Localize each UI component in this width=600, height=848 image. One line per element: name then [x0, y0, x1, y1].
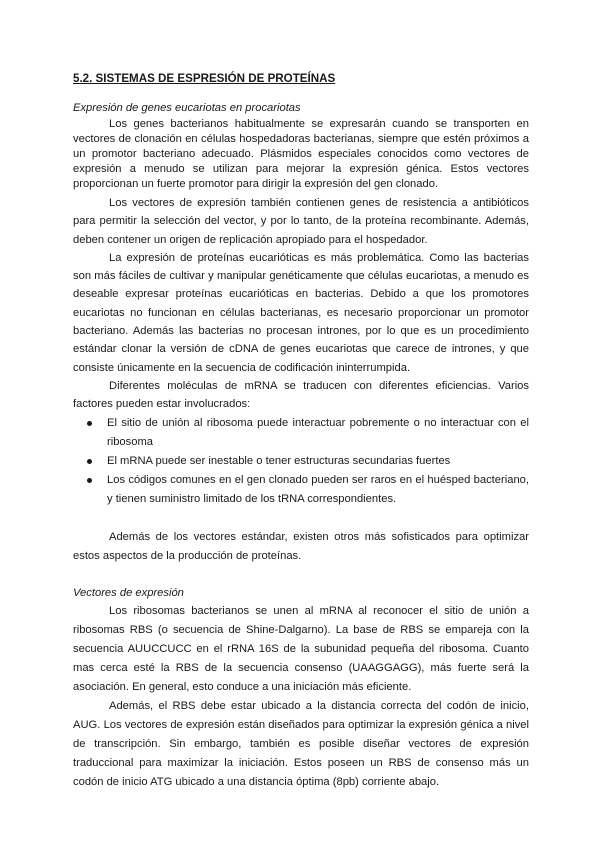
subsection-heading-expression-vectors: Vectores de expresión — [73, 586, 184, 599]
list-item-text: El sitio de unión al ribosoma puede interactuar pobremente o no interactuar con el ribosoma — [107, 416, 529, 448]
paragraph: Los genes bacterianos habitualmente se expresarán cuando se transporten en vectores de clonación en células hospedadoras bacterianas, siempre que estén próximos a un promotor bacteriano adecuado. Plásmidos especiales conocidos como vectores de expresión a menudo se utilizan para mejorar la expresión génica. Estos vectores proporcionan un fuerte promotor para dirigir la expresión del gen clonado. — [73, 118, 529, 190]
list-item — [73, 414, 529, 452]
spacer — [73, 566, 529, 585]
list-item — [73, 471, 529, 509]
paragraph: Diferentes moléculas de mRNA se traducen con diferentes eficiencias. Varios factores pueden estar involucrados: — [73, 379, 529, 411]
bullet-icon — [87, 478, 92, 483]
factors-list — [73, 414, 529, 509]
bullet-icon — [87, 459, 92, 464]
list-item — [73, 452, 529, 471]
paragraph: Además, el RBS debe estar ubicado a la distancia correcta del codón de inicio, AUG. Los vectores de expresión están diseñados para optimizar la expresión génica a nivel de transcripción. Sin embargo, también es posible diseñar vectores de expresión traduccional para maximizar la iniciación. Estos poseen un RBS de consenso más un codón de inicio ATG ubicado a una distancia óptima (8pb) corriente abajo. — [73, 699, 529, 788]
paragraph: La expresión de proteínas eucarióticas es más problemática. Como las bacterias son más fáciles de cultivar y manipular genéticamente que células eucariotas, a menudo es deseable expresar proteínas eucarióticas en bacterias. Debido a que los promotores eucariotas no funcionan en células bacterianas, es necesario proporcionar un promotor bacteriano. Además las bacterias no procesan intrones, por lo que es un procedimiento estándar clonar la versión de cDNA de genes eucariotas que carece de intrones, y que consiste únicamente en la secuencia de codificación ininterrumpida. — [73, 251, 529, 374]
spacer — [73, 509, 529, 528]
section-title: 5.2. SISTEMAS DE ESPRESIÓN DE PROTEÍNAS — [73, 72, 336, 85]
list-item-text: El mRNA puede ser inestable o tener estructuras secundarias fuertes — [107, 454, 451, 467]
subsection-heading-eukaryotic-genes: Expresión de genes eucariotas en procariotas — [73, 102, 301, 114]
bullet-icon — [87, 421, 92, 426]
paragraph: Los ribosomas bacterianos se unen al mRNA al reconocer el sitio de unión a ribosomas RBS (o secuencia de Shine-Dalgarno). La base de RBS se empareja con la secuencia AUUCCUCC en el rRNA 16S de la subunidad pequeña del ribosoma. Cuanto mas cerca esté la RBS de la secuencia consenso (UAAGGAGG), más fuerte será la asociación. En general, esto conduce a una iniciación más eficiente. — [73, 604, 529, 693]
paragraph: Además de los vectores estándar, existen otros más sofisticados para optimizar estos aspectos de la producción de proteínas. — [73, 530, 529, 562]
paragraph: Los vectores de expresión también contienen genes de resistencia a antibióticos para permitir la selección del vector, y por lo tanto, de la proteína recombinante. Además, deben contener un origen de replicación apropiado para el hospedador. — [73, 197, 529, 246]
document-page — [73, 72, 529, 792]
list-item-text: Los códigos comunes en el gen clonado pueden ser raros en el huésped bacteriano, y tienen suministro limitado de los tRNA correspondientes. — [107, 473, 529, 505]
